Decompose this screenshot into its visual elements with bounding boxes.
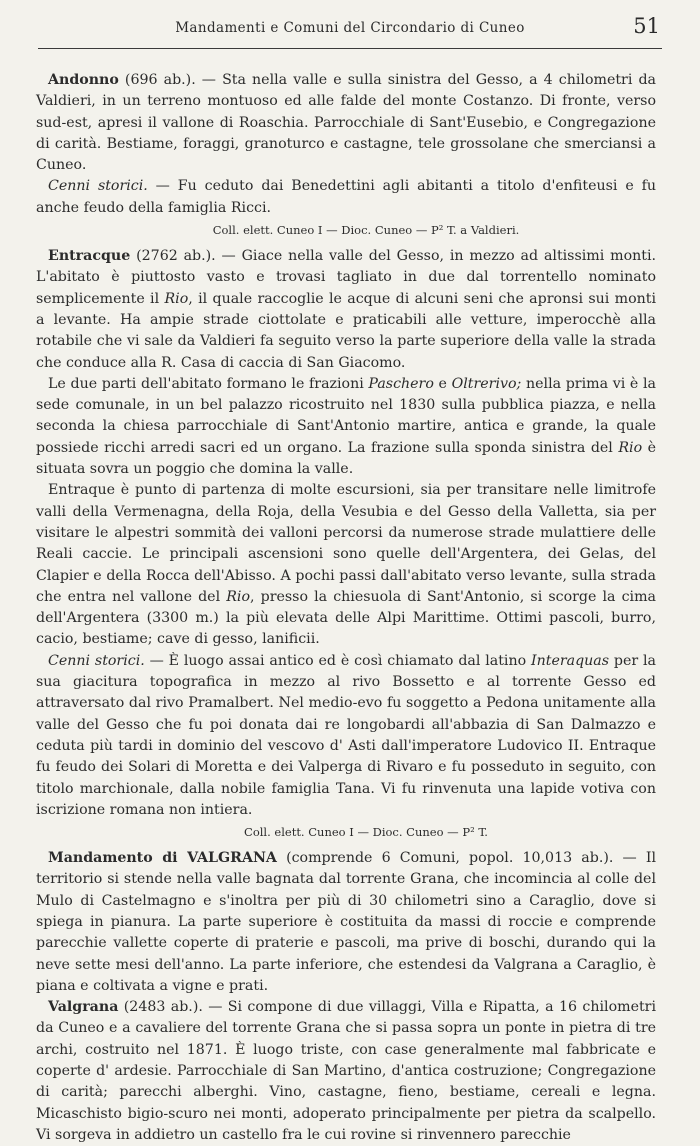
entry-text: Le due parti dell'abitato formano le frazioni — [48, 375, 369, 392]
place-name-rio: Rio — [618, 439, 643, 456]
entry-andonno — [36, 70, 656, 176]
historical-text: — Fu ceduto dai Benedettini agli abitanti a titolo d'enfiteusi e fu anche feudo della famiglia Ricci. — [36, 178, 656, 216]
page-header — [38, 12, 662, 49]
entracque-administrative-line: Coll. elett. Cuneo I — Dioc. Cuneo — P² T. — [244, 825, 488, 840]
entry-text: , presso la chiesuola di Sant'Antonio, si scorge la cima dell'Argentera (3300 m.) la più elevata delle Alpi Marittime. Ottimi pascoli, burro, cacio, bestiame; cave di gesso, lanificii. — [36, 588, 656, 648]
latin-name-interaquas: Interaquas — [531, 652, 610, 669]
running-title: Mandamenti e Comuni del Circondario di Cuneo — [175, 20, 525, 36]
historical-label: Cenni storici. — [48, 178, 148, 195]
historical-label: Cenni storici. — [48, 652, 145, 669]
entry-text: (comprende 6 Comuni, popol. 10,013 ab.). — Il territorio si stende nella valle bagnata dal torrente Grana, che incomincia al colle del Mulo di Castelmagno e s'inoltra per più di 30 chilometri sino a Caraglio, dove si spiega in pianura. La parte superiore è costituita da massi di roccie e comprende parecchie vallette coperte di praterie e pascoli, ma prive di boschi, durando qui la neve sette mesi dell'anno. La parte inferiore, che estendesi da Valgrana a Caraglio, è piana e coltivata a vigne e prati. — [36, 850, 656, 994]
historical-text: — È luogo assai antico ed è così chiamato dal latino — [144, 652, 531, 669]
entry-text: (696 ab.). — Sta nella valle e sulla sinistra del Gesso, a 4 chilometri da Valdieri, in un terreno montuoso ed alle falde del monte Costanzo. Di fronte, verso sud-est, apresi il vallone di Roaschia. Parrocchiale di Sant'Eusebio, e Congregazione di carità. Bestiame, foraggi, granoturco e castagne, tele grossolane che smerciansi a Cuneo. — [36, 72, 656, 174]
entry-text: Entraque è punto di partenza di molte escursioni, sia per transitare nelle limitrofe valli della Vermenagna, della Roja, della Vesubia e del Gesso della Valletta, sia per visitare le alpestri sommità dei valloni percorsi da numerose strade mulattiere delle Reali caccie. Le principali ascensioni sono quelle dell'Argentera, dei Gelas, del Clapier e della Rocca dell'Abisso. A pochi passi dall'abitato verso levante, sulla strada che entra nel vallone del — [36, 482, 656, 605]
entry-text: e — [433, 375, 452, 392]
entry-text: , il quale raccoglie le acque di alcuni seni che apronsi sui monti a levante. Ha ampie strade ciottolate e praticabili alle vetture, imperocchè alla rotabile che vi sale da Valdieri fa seguito verso la parte superiore della valle la strada che conduce alla R. Casa di caccia di San Giacomo. — [36, 290, 656, 371]
entracque-historical-notes — [36, 651, 656, 821]
entry-heading: Mandamento di VALGRANA — [48, 850, 277, 867]
entry-text: nella prima vi è la sede comunale, in un bel palazzo ricostruito nel 1830 sulla pubblica piazza, e nella seconda la chiesa parrocchiale di Sant'Antonio martire, antica e grande, la quale possiede ricchi arredi sacri ed un organo. La frazione sulla sponda sinistra del — [36, 375, 656, 456]
entry-text: è situata sovra un poggio che domina la valle. — [36, 439, 657, 478]
entry-valgrana — [36, 997, 656, 1146]
entry-heading: Valgrana — [48, 999, 119, 1016]
entracque-frazioni-paragraph — [36, 374, 656, 480]
entry-text: (2762 ab.). — Giace nella valle del Gesso, in mezzo ad altissimi monti. L'abitato è piuttosto vasto e trovasi tagliato in due dal torrentello nominato semplicemente il — [36, 248, 656, 307]
entry-mandamento-valgrana — [36, 848, 656, 997]
entracque-excursions-paragraph — [36, 480, 656, 650]
historical-text: per la sua giacitura topografica in mezzo al rivo Bossetto e al torrente Gesso ed attraversato dal rivo Pramalbert. Nel medio-evo fu soggetto a Pedona unitamente alla valle del Gesso che fu poi donata dai re longobardi all'abbazia di San Dalmazzo e ceduta più tardi in dominio del vescovo d' Asti dall'imperatore Ludovico II. Entraque fu feudo dei Solari di Moretta e dei Valperga di Rivaro e fu posseduto in seguito, con titolo marchionale, dalla nobile famiglia Tana. Vi fu rinvenuta una lapide votiva con iscrizione romana non intiera. — [36, 652, 656, 818]
entry-text: (2483 ab.). — Si compone di due villaggi, Villa e Ripatta, a 16 chilometri da Cuneo e a cavaliere del torrente Grana che si passa sopra un ponte in pietra di tre archi, costruito nel 1871. È luogo triste, con case generalmente mal fabbricate e coperte d' ardesie. Parrocchiale di San Martino, d'antica costruzione; Congregazione di carità; parecchi alberghi. Vino, castagne, fieno, bestiame, cereali e legna. Micaschisto bigio-scuro nei monti, adoperato principalmente per pietra da scalpello. Vi sorgeva in addietro un castello fra le cui rovine si rinvennero parecchie — [36, 999, 656, 1143]
entry-entracque — [36, 246, 656, 374]
place-name-paschero: Paschero — [368, 375, 434, 392]
entry-heading: Andonno — [48, 72, 119, 88]
entry-heading: Entracque — [48, 248, 131, 265]
andonno-historical-notes — [36, 176, 656, 219]
page-number: 51 — [633, 14, 660, 38]
place-name-oltrerivo: Oltrerivo; — [451, 375, 522, 392]
andonno-administrative-line: Coll. elett. Cuneo I — Dioc. Cuneo — P² T. a Valdieri. — [212, 223, 520, 238]
place-name-rio: Rio — [226, 588, 250, 605]
place-name-rio: Rio — [164, 290, 189, 307]
page-body — [36, 70, 656, 1146]
